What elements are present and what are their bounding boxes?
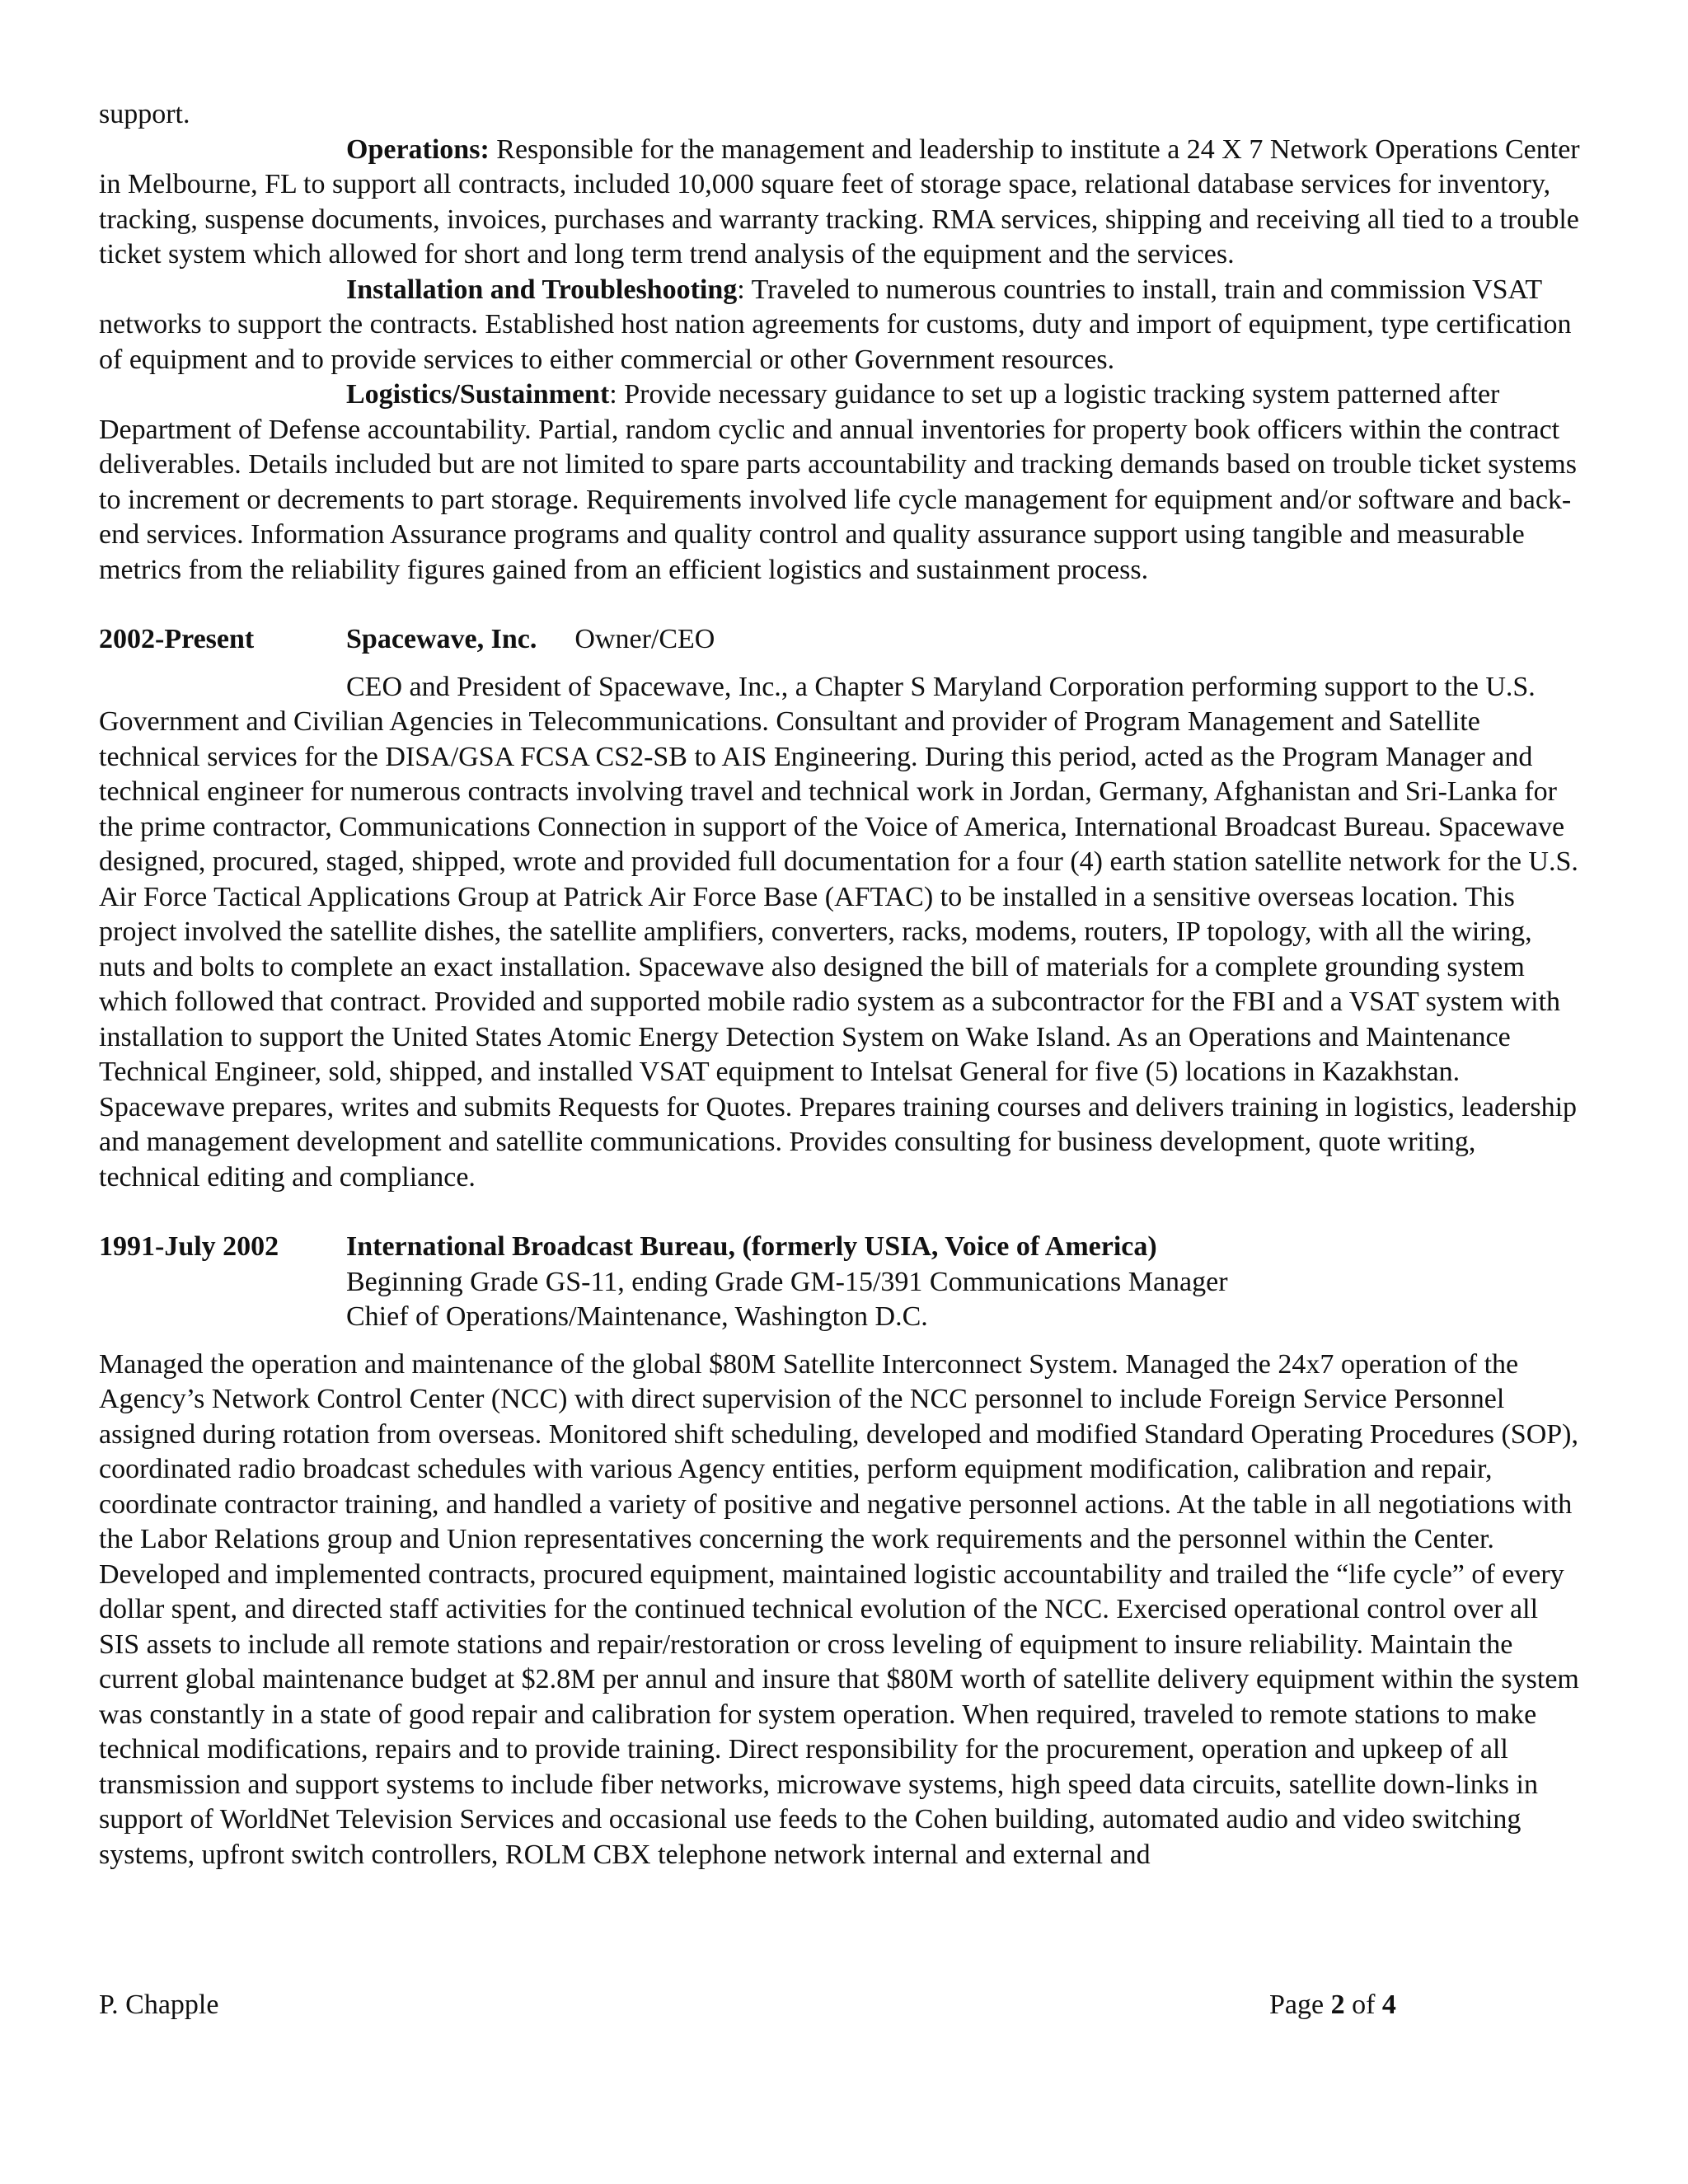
ibb-description: Managed the operation and maintenance of the global $80M Satellite Interconnect System. Managed the 24x7 operation of the Agency’s Network Control Center (NCC) with direct supervision of the NCC personnel to include Foreign Service Personnel assigned during rotation from overseas. Monitored shift scheduling, developed and modified Standard Operating Procedures (SOP), coordinated radio broadcast schedules with various Agency entities, perform equipment modification, calibration and repair, coordinate contractor training, and handled a variety of positive and negative personnel actions. At the table in all negotiations with the Labor Relations group and Union representatives concerning the work requirements and the personnel within the Center. Developed and implemented contracts, procured equipment, maintained logistic accountability and trailed the “life cycle” of every dollar spent, and directed staff activities for the continued technical evolution of the NCC. Exercised operational control over all SIS assets to include all remote stations and repair/restoration or cross leveling of equipment to insure reliability. Maintain the current global maintenance budget at $2.8M per annul and insure that $80M worth of satellite delivery equipment within the system was constantly in a state of good repair and calibration for system operation. When required, traveled to remote stations to make technical modifications, repairs and to provide training. Direct responsibility for the procurement, operation and upkeep of all transmission and support systems to include fiber networks, microwave systems, high speed data circuits, satellite down-links in support of WorldNet Television Services and occasional use feeds to the Cohen building, automated audio and video switching systems, upfront switch controllers, ROLM CBX telephone network internal and external and <box>99 1348 1579 1870</box>
spacewave-title: Owner/CEO <box>574 624 715 654</box>
footer-page-total: 4 <box>1381 1990 1396 2020</box>
spacewave-org-line <box>346 622 715 658</box>
logistics-heading: Logistics/Sustainment <box>346 379 610 410</box>
logistics-paragraph <box>99 377 1582 588</box>
footer-author: P. Chapple <box>99 1990 219 2020</box>
ibb-job-header <box>99 1230 1582 1265</box>
operations-text: Responsible for the management and leadership to institute a 24 X 7 Network Operations Center in Melbourne, FL to support all contracts, included 10,000 square feet of storage space, relational database services for inventory, tracking, suspense documents, invoices, purchases and warranty tracking. RMA services, shipping and receiving all tied to a trouble ticket system which allowed for short and long term trend analysis of the equipment and the services. <box>99 134 1580 269</box>
spacewave-job-header <box>99 622 1582 658</box>
footer-page-word: Page <box>1269 1990 1331 2020</box>
spacewave-org: Spacewave, Inc. <box>346 624 537 654</box>
footer-page-number <box>1269 1988 1396 2022</box>
installation-text: : Traveled to numerous countries to install, train and commission VSAT networks to support the contracts. Established host nation agreements for customs, duty and import of equipment, type certification of equipment and to provide services to either commercial or other Government resources. <box>99 274 1572 375</box>
ibb-org: International Broadcast Bureau, (formerly USIA, Voice of America) <box>346 1231 1157 1262</box>
carryover-text: support. <box>99 99 190 129</box>
footer-page-of: of <box>1344 1990 1382 2020</box>
ibb-dates: 1991-July 2002 <box>99 1231 279 1262</box>
ibb-role-line: Chief of Operations/Maintenance, Washington D.C. <box>346 1301 928 1332</box>
ibb-grade-line: Beginning Grade GS-11, ending Grade GM-15/391 Communications Manager <box>346 1266 1228 1297</box>
logistics-text: : Provide necessary guidance to set up a logistic tracking system patterned after Department of Defense accountability. Partial, random cyclic and annual inventories for property book officers within the contract deliverables. Details included but are not limited to spare parts accountability and tracking demands based on trouble ticket systems to increment or decrements to part storage. Requirements involved life cycle management for equipment and/or software and back-end services. Information Assurance programs and quality control and quality assurance support using tangible and measurable metrics from the reliability figures gained from an efficient logistics and sustainment process. <box>99 379 1577 585</box>
footer-page-current: 2 <box>1330 1990 1345 2020</box>
installation-paragraph <box>99 273 1582 378</box>
spacewave-dates: 2002-Present <box>99 624 255 654</box>
spacewave-description: CEO and President of Spacewave, Inc., a Chapter S Maryland Corporation performing support to the U.S. Government and Civilian Agencies in Telecommunications. Consultant and provider of Program Management and Satellite technical services for the DISA/GSA FCSA CS2-SB to AIS Engineering. During this period, acted as the Program Manager and technical engineer for numerous contracts involving travel and technical work in Jordan, Germany, Afghanistan and Sri-Lanka for the prime contractor, Communications Connection in support of the Voice of America, International Broadcast Bureau. Spacewave designed, procured, staged, shipped, wrote and provided full documentation for a four (4) earth station satellite network for the U.S. Air Force Tactical Applications Group at Patrick Air Force Base (AFTAC) to be installed in a sensitive overseas location. This project involved the satellite dishes, the satellite amplifiers, converters, racks, modems, routers, IP topology, with all the wiring, nuts and bolts to complete an exact installation. Spacewave also designed the bill of materials for a complete grounding system which followed that contract. Provided and supported mobile radio system as a subcontractor for the FBI and a VSAT system with installation to support the United States Atomic Energy Detection System on Wake Island. As an Operations and Maintenance Technical Engineer, sold, shipped, and installed VSAT equipment to Intelsat General for five (5) locations in Kazakhstan. Spacewave prepares, writes and submits Requests for Quotes. Prepares training courses and delivers training in logistics, leadership and management development and satellite communications. Provides consulting for business development, quote writing, technical editing and compliance. <box>99 671 1578 1193</box>
document-body <box>99 97 1582 1872</box>
page-footer <box>99 1988 1582 2022</box>
installation-heading: Installation and Troubleshooting <box>346 274 738 305</box>
operations-paragraph <box>99 133 1582 273</box>
operations-heading: Operations: <box>346 134 490 165</box>
